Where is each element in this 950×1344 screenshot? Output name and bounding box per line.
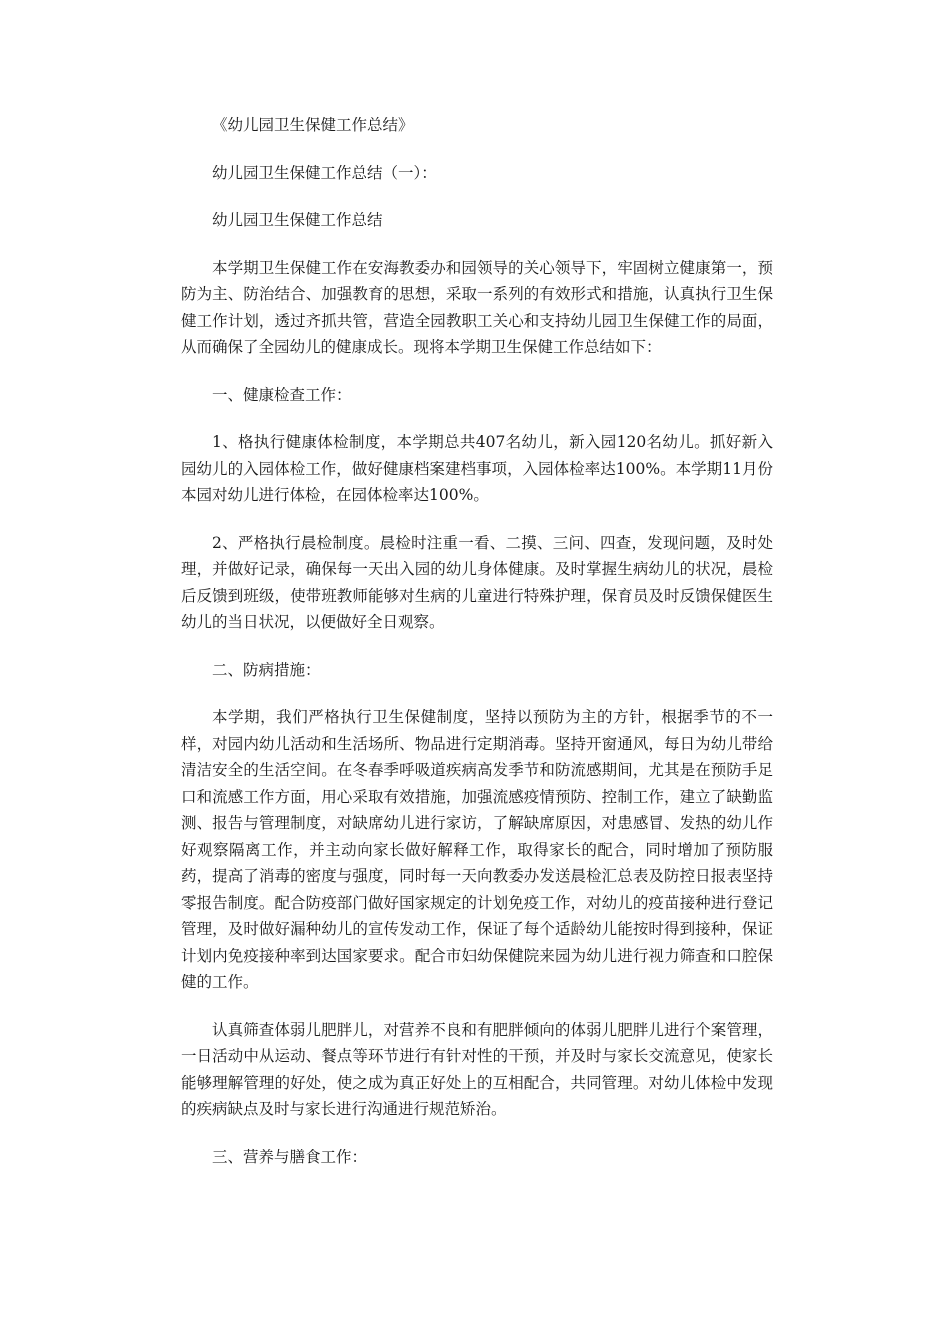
section-heading-health-check: 一、健康检查工作： xyxy=(212,385,352,404)
section-heading-disease-prevention: 二、防病措施： xyxy=(212,660,321,679)
paragraph-physical-exam: 1、格执行健康体检制度，本学期总共407名幼儿，新入园120名幼儿。抓好新入园幼儿的入园体检工作，做好健康档案建档事项，入园体检率达100%。本学期11月份本园对幼儿进行体检，在园体检率达100%。 xyxy=(181,433,773,504)
paragraph-prevention-measures: 本学期，我们严格执行卫生保健制度，坚持以预防为主的方针，根据季节的不一样，对园内幼儿活动和生活场所、物品进行定期消毒。坚持开窗通风，每日为幼儿带给清洁安全的生活空间。在冬春季呼吸道疾病高发季节和防流感期间，尤其是在预防手足口和流感工作方面，用心采取有效措施，加强流感疫情预防、控制工作，建立了缺勤监测、报告与管理制度，对缺席幼儿进行家访，了解缺席原因，对患感冒、发热的幼儿作好观察隔离工作，并主动向家长做好解释工作，取得家长的配合，同时增加了预防服药，提高了消毒的密度与强度，同时每一天向教委办发送晨检汇总表及防控日报表坚持零报告制度。配合防疫部门做好国家规定的计划免疫工作，对幼儿的疫苗接种进行登记管理，及时做好漏种幼儿的宣传发动工作，保证了每个适龄幼儿能按时得到接种，保证计划内免疫接种率到达国家要求。配合市妇幼保健院来园为幼儿进行视力筛查和口腔保健的工作。 xyxy=(181,708,773,991)
document-heading: 幼儿园卫生保健工作总结 xyxy=(212,211,383,229)
document-page xyxy=(181,112,773,1170)
paragraph-weak-obese-children: 认真筛查体弱儿肥胖儿，对营养不良和有肥胖倾向的体弱儿肥胖儿进行个案管理，一日活动中从运动、餐点等环节进行有针对性的干预，并及时与家长交流意见，使家长能够理解管理的好处，使之成为真正好处上的互相配合，共同管理。对幼儿体检中发现的疾病缺点及时与家长进行沟通进行规范矫治。 xyxy=(181,1020,773,1118)
document-subtitle: 幼儿园卫生保健工作总结（一）： xyxy=(212,163,437,182)
intro-paragraph: 本学期卫生保健工作在安海教委办和园领导的关心领导下，牢固树立健康第一，预防为主、防治结合、加强教育的思想，采取一系列的有效形式和措施，认真执行卫生保健工作计划，透过齐抓共管，营造全园教职工关心和支持幼儿园卫生保健工作的局面，从而确保了全园幼儿的健康成长。现将本学期卫生保健工作总结如下： xyxy=(181,258,773,356)
paragraph-morning-check: 2、严格执行晨检制度。晨检时注重一看、二摸、三问、四查，发现问题，及时处理，并做好记录，确保每一天出入园的幼儿身体健康。及时掌握生病幼儿的状况，晨检后反馈到班级，使带班教师能够对生病的儿童进行特殊护理，保育员及时反馈保健医生幼儿的当日状况，以便做好全日观察。 xyxy=(181,533,773,631)
section-heading-nutrition: 三、营养与膳食工作： xyxy=(212,1147,368,1166)
document-title: 《幼儿园卫生保健工作总结》 xyxy=(212,116,414,134)
